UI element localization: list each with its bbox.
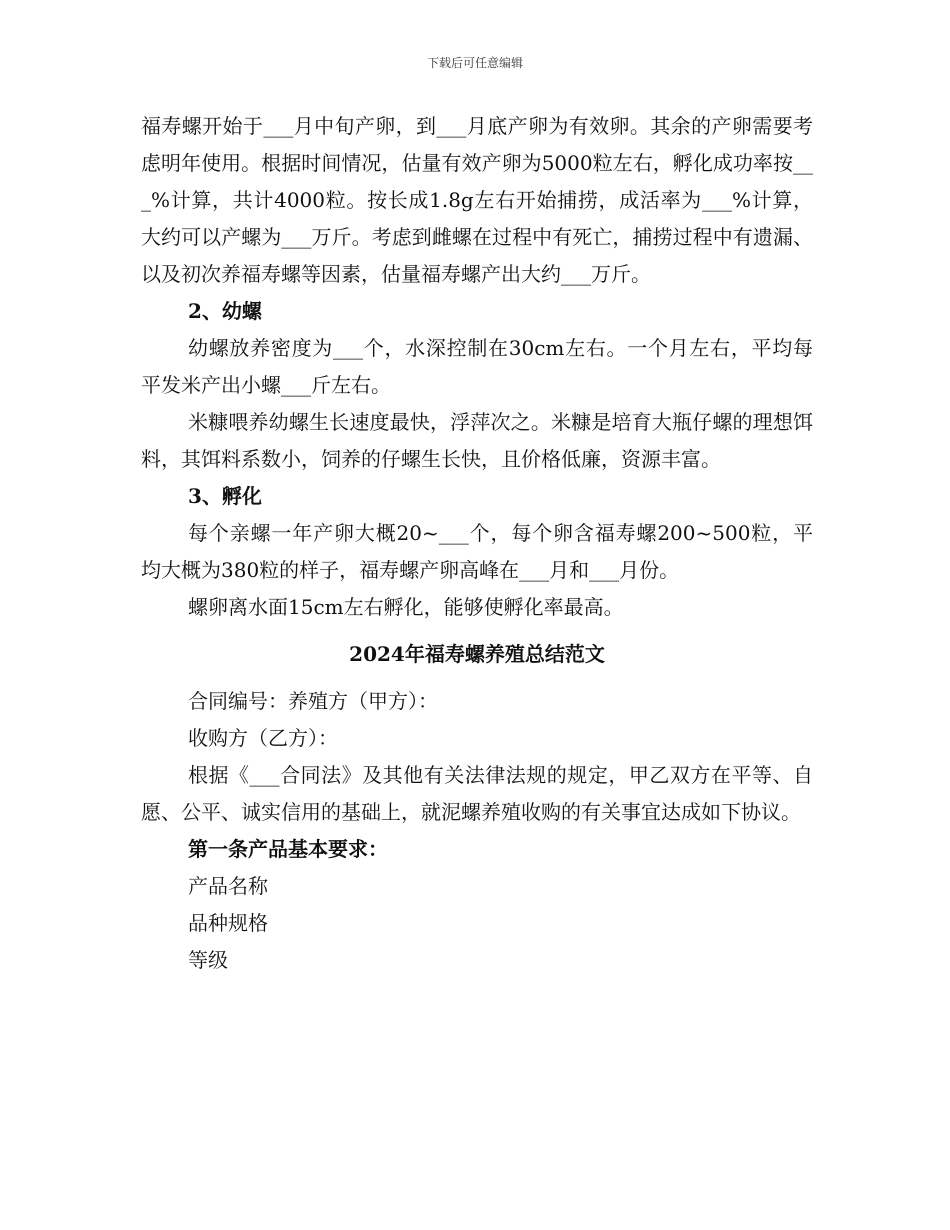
paragraph-purchaser: 收购方（乙方）： [188,726,338,750]
list-item-grade: 等级 [188,948,228,972]
list-item-variety-spec: 品种规格 [188,911,268,935]
paragraph-feeding: 米糠喂养幼螺生长速度最快，浮萍次之。米糠是培育大瓶仔螺的理想饵料，其饵料系数小，饲养的仔螺生长快，且价格低廉，资源丰富。 [141,410,813,471]
document-body [141,108,813,979]
header-note: 下载后可任意编辑 [426,56,523,70]
paragraph-yield-estimate: 福寿螺开始于___月中旬产卵，到___月底产卵为有效卵。其余的产卵需要考虑明年使用。根据时间情况，估量有效产卵为5000粒左右，孵化成功率按___%计算，共计4000粒。按长成1.8g左右开始捕捞，成活率为___%计算，大约可以产螺为___万斤。考虑到雌螺在过程中有死亡，捕捞过程中有遗漏、以及初次养福寿螺等因素，估量福寿螺产出大约___万斤。 [141,114,813,286]
paragraph-agreement-basis: 根据《___合同法》及其他有关法律法规的规定，甲乙双方在平等、自愿、公平、诚实信用的基础上，就泥螺养殖收购的有关事宜达成如下协议。 [141,763,813,824]
document-title: 2024年福寿螺养殖总结范文 [349,642,605,666]
paragraph-spawning: 每个亲螺一年产卵大概20~___个，每个卵含福寿螺200~500粒，平均大概为380粒的样子，福寿螺产卵高峰在___月和___月份。 [141,521,813,582]
list-item-product-name: 产品名称 [188,874,268,898]
section-heading-young-snail: 2、幼螺 [188,299,262,323]
paragraph-hatching-height: 螺卵离水面15cm左右孵化，能够使孵化率最高。 [188,595,624,619]
section-heading-hatching: 3、孵化 [188,484,262,508]
paragraph-stocking-density: 幼螺放养密度为___个，水深控制在30cm左右。一个月左右，平均每平发米产出小螺___斤左右。 [141,336,813,397]
article-heading-product-requirements: 第一条产品基本要求： [188,837,388,861]
paragraph-contract-number: 合同编号：养殖方（甲方）： [188,689,438,713]
